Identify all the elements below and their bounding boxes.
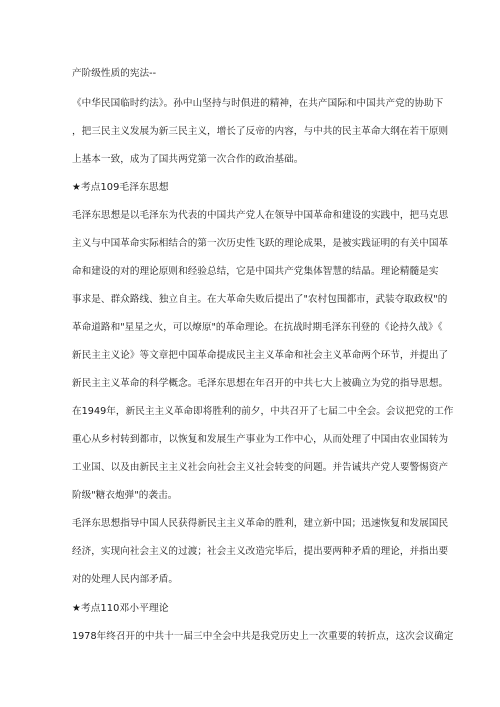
text-line: ，把三民主义发展为新三民主义，增长了反帝的内容，与中共的民主革命大纲在若干原则 bbox=[72, 126, 449, 137]
text-line: 上基本一致，成为了国共两党第一次合作的政治基础。 bbox=[72, 154, 304, 165]
text-line: 毛泽东思想指导中国人民获得新民主主义革命的胜利，建立新中国；迅速恢复和发展国民 bbox=[72, 518, 449, 529]
text-line: 对的处理人民内部矛盾。 bbox=[72, 574, 179, 585]
text-line: 毛泽东思想是以毛泽东为代表的中国共产党人在领导中国革命和建设的实践中，把马克思 bbox=[72, 210, 449, 221]
section-heading: ★考点109毛泽东思想 bbox=[72, 182, 169, 193]
text-line: 主义与中国革命实际相结合的第一次历史性飞跃的理论成果，是被实践证明的有关中国革 bbox=[72, 238, 449, 249]
text-line: 事求是、群众路线、独立自主。在大革命失败后提出了"农村包围都市，武装夺取政权"的 bbox=[72, 294, 448, 305]
text-line: 产阶级性质的宪法-- bbox=[72, 68, 157, 79]
text-line: 命和建设的对的理论原则和经验总结，它是中国共产党集体智慧的结晶。理论精髓是实 bbox=[72, 266, 439, 277]
text-line: 新民主主义论》等文章把中国革命提成民主主义革命和社会主义革命两个环节，并提出了 bbox=[72, 350, 449, 361]
text-line: 在1949年，新民主主义革命即将胜利的前夕，中共召开了七届二中全会。会议把党的工作 bbox=[72, 406, 454, 417]
text-line: 《中华民国临时约法》。孙中山坚持与时俱进的精神，在共产国际和中国共产党的协助下 bbox=[72, 98, 444, 109]
text-line: 经济，实现向社会主义的过渡；社会主义改造完毕后，提出要两种矛盾的理论，并指出要 bbox=[72, 546, 449, 557]
text-line: 新民主主义革命的科学概念。毛泽东思想在年召开的中共七大上被确立为党的指导思想。 bbox=[72, 378, 449, 389]
text-line: 工业国、以及由新民主主义社会向社会主义社会转变的问题。并告诫共产党人要警惕资产 bbox=[72, 462, 449, 473]
text-line: 1978年终召开的中共十一届三中全会中共是我党历史上一次重要的转折点，这次会议确定 bbox=[72, 631, 454, 642]
text-line: 革命道路和"星星之火，可以燎原"的革命理论。在抗战时期毛泽东刊登的《论持久战》《 bbox=[72, 322, 443, 333]
text-line: 重心从乡村转到都市，以恢复和发展生产事业为工作中心，从而处理了中国由农业国转为 bbox=[72, 434, 449, 445]
text-line: 阶级"糖衣炮弹"的袭击。 bbox=[72, 490, 178, 501]
section-heading: ★考点110邓小平理论 bbox=[72, 603, 169, 614]
